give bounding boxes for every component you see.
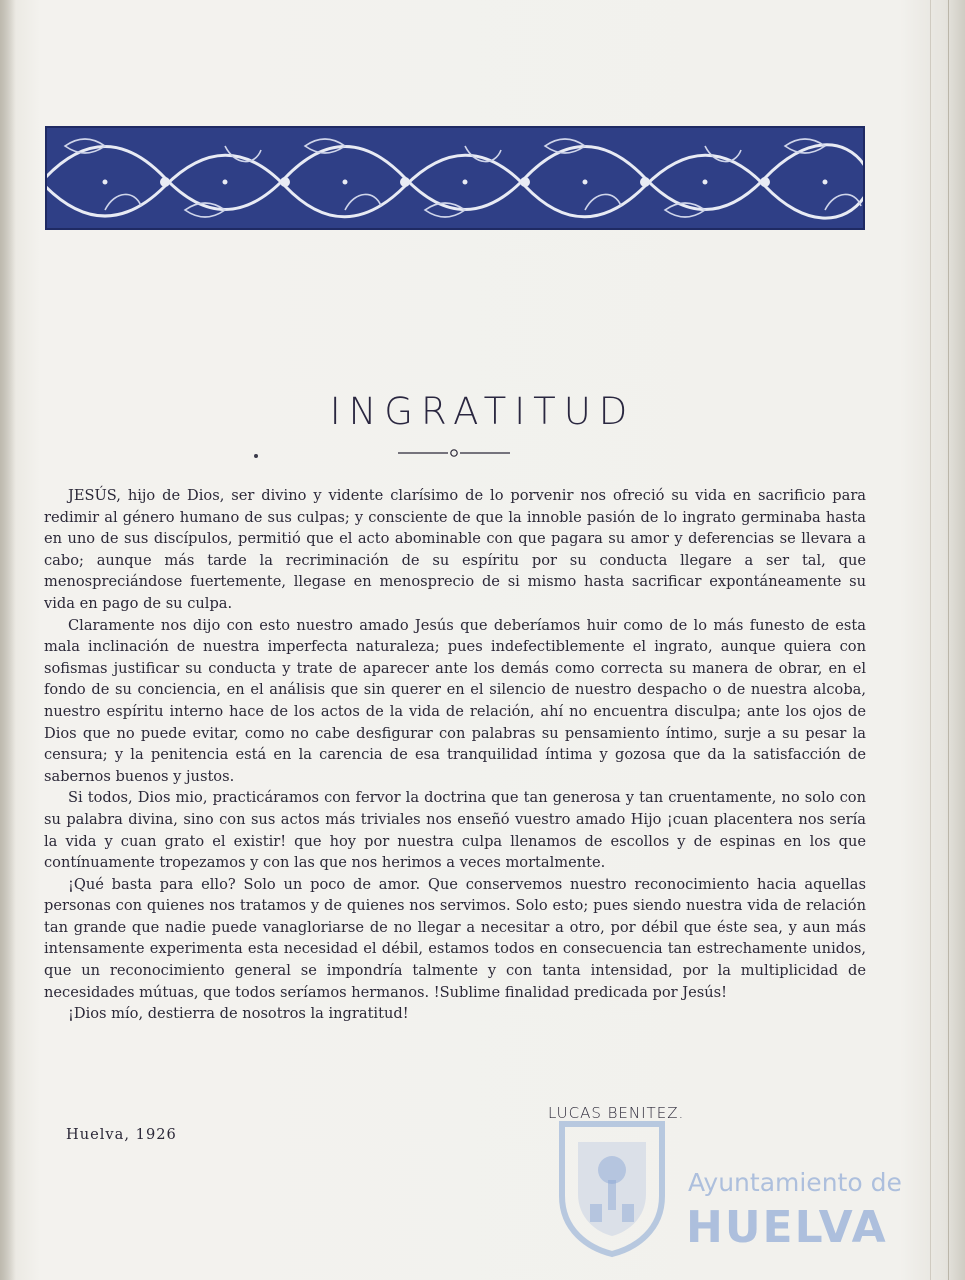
watermark-line1: Ayuntamiento de bbox=[688, 1168, 902, 1197]
article-paragraph: Si todos, Dios mio, practicáramos con fervor la doctrina que tan generosa y tan cruentamente, no solo con su palabra divina, sino con sus actos más triviales nos enseñó vuestro amado Hijo ¡cuan placentera nos sería la vida y cuan grato el existir! que hoy por nuestra culpa llenamos de escollos y de espinas en los que contínuamente tropezamos y con las que nos herimos a veces mortalmente. bbox=[44, 789, 866, 872]
coat-of-arms-icon bbox=[556, 1118, 668, 1258]
article-paragraph: JESÚS, hijo de Dios, ser divino y vidente clarísimo de lo porvenir nos ofreció su vida en sacrificio para redimir al género humano de sus culpas; y consciente de que la innoble pasión de lo ingrato germinaba hasta en uno de sus discípulos, permitió que el acto abominable con que pagara su amor y deferencias se llevara a cabo; aunque más tarde la recriminación de su espíritu por su conducta llegare a ser tal, que menospreciándose fuertemente, llegase en menosprecio de si mismo hasta sacrificar expontáneamente su vida en pago de su culpa. bbox=[44, 487, 866, 612]
stray-ink-dot bbox=[254, 454, 258, 458]
binding-gutter bbox=[0, 0, 16, 1280]
arabesque-ornament-graphic bbox=[45, 126, 865, 230]
page-title: INGRATITUD bbox=[329, 390, 636, 433]
title-divider bbox=[398, 447, 510, 459]
page-edge-line bbox=[948, 0, 949, 1280]
author-signature: LUCAS BENITEZ. bbox=[548, 1104, 685, 1122]
decorative-header-band bbox=[45, 126, 865, 230]
article-paragraph: Claramente nos dijo con esto nuestro amado Jesús que deberíamos huir como de lo más funesto de esta mala inclinación de nuestra imperfecta naturaleza; pues indefectiblemente el ingrato, aunque quiera con sofismas justificar su conducta y trate de aparecer ante los demás como correcta su manera de obrar, en el fondo de su conciencia, en el análisis que sin querer en el silencio de nuestro despacho o de nuestra alcoba, nuestro espíritu interno hace de los actos de la vida de relación, ahí no encuentra disculpa; ante los ojos de Dios que no puede evitar, como no cabe desfigurar con palabras su pensamiento íntimo, surje a su pesar la censura; y la penitencia está en la carencia de esa tranquilidad íntima y gozosa que da la satisfacción de sabernos buenos y justos. bbox=[44, 616, 866, 785]
article-paragraph: ¡Qué basta para ello? Solo un poco de amor. Que conservemos nuestro reconocimiento hacia aquellas personas con quienes nos tratamos y de quienes nos servimos. Solo esto; pues siendo nuestra vida de relación tan grande que nadie puede vanagloriarse de no llegar a necesitar a otro, por débil que éste sea, y aun más intensamente experimenta esta necesidad el débil, estamos todos en consecuencia tan estrechamente unidos, que un reconocimiento general se impondría talmente y con tanta intensidad, por la multiplicidad de necesidades mútuas, que todos seríamos hermanos. !Sublime finalidad predicada por Jesús! bbox=[44, 875, 866, 1001]
page-edge-line bbox=[930, 0, 931, 1280]
place-and-date: Huelva, 1926 bbox=[66, 1126, 177, 1143]
article-body bbox=[44, 485, 866, 1025]
watermark-line2: HUELVA bbox=[686, 1202, 888, 1253]
article-paragraph: ¡Dios mío, destierra de nosotros la ingratitud! bbox=[68, 1005, 409, 1023]
archive-watermark bbox=[556, 1118, 902, 1258]
